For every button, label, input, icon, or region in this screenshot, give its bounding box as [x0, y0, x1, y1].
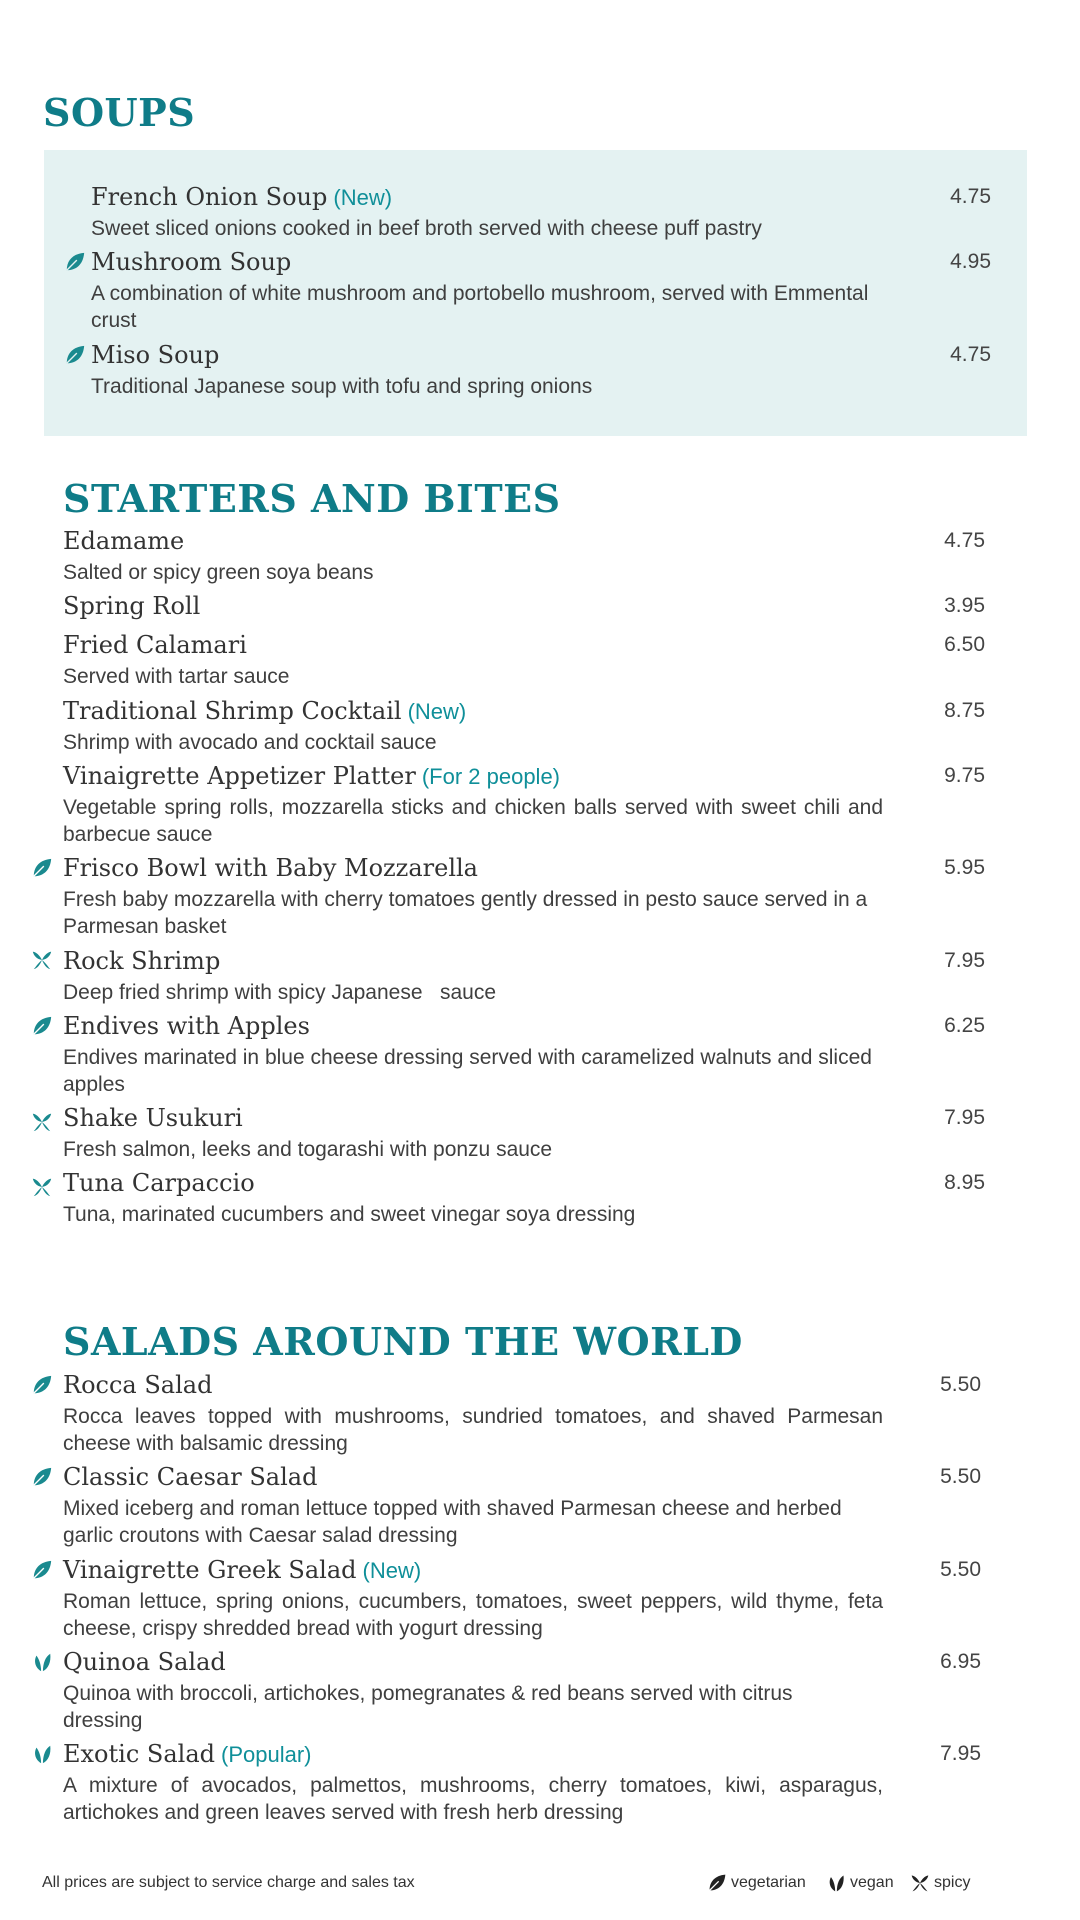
item-description: A combination of white mushroom and portobello mushroom, served with Emmental crust: [91, 282, 869, 332]
item-price: 6.95: [940, 1650, 981, 1673]
item-description: A mixture of avocados, palmettos, mushrooms, cherry tomatoes, kiwi, asparagus, artichokes and green leaves served with fresh herb dressing: [63, 1774, 883, 1824]
vegetarian-icon: [31, 1374, 53, 1396]
item-price: 4.95: [950, 250, 991, 273]
item-price: 3.95: [944, 594, 985, 617]
item-price: 6.50: [944, 633, 985, 656]
spicy-icon: [910, 1873, 930, 1893]
legend-spicy: [910, 1872, 970, 1894]
item-description: Salted or spicy green soya beans: [63, 561, 374, 584]
item-name: Shake Usukuri: [63, 1104, 243, 1132]
soups-title: SOUPS: [43, 90, 196, 135]
item-name: Quinoa Salad: [63, 1648, 226, 1676]
item-price: 9.75: [944, 764, 985, 787]
item-description: Fresh salmon, leeks and togarashi with ponzu sauce: [63, 1138, 553, 1161]
item-description: Rocca leaves topped with mushrooms, sundried tomatoes, and shaved Parmesan cheese with balsamic dressing: [63, 1405, 883, 1455]
item-name: Edamame: [63, 527, 185, 555]
item-description: Fresh baby mozzarella with cherry tomatoes gently dressed in pesto sauce served in a Parmesan basket: [63, 888, 868, 938]
item-name: Classic Caesar Salad: [63, 1463, 318, 1491]
item-name: Exotic Salad (Popular): [63, 1740, 312, 1768]
item-description: Mixed iceberg and roman lettuce topped with shaved Parmesan cheese and herbed garlic croutons with Caesar salad dressing: [63, 1497, 842, 1547]
item-note: (For 2 people): [421, 764, 561, 789]
item-name: Rock Shrimp: [63, 947, 221, 975]
item-description: Sweet sliced onions cooked in beef broth served with cheese puff pastry: [91, 217, 762, 240]
item-name: Fried Calamari: [63, 631, 247, 659]
item-name: Traditional Shrimp Cocktail (New): [63, 697, 467, 725]
item-description: Endives marinated in blue cheese dressing served with caramelized walnuts and sliced apples: [63, 1046, 872, 1096]
item-description: Vegetable spring rolls, mozzarella sticks and chicken balls served with sweet chili and barbecue sauce: [63, 796, 883, 846]
item-description: Quinoa with broccoli, artichokes, pomegranates & red beans served with citrus dressing: [63, 1682, 793, 1732]
item-name: Tuna Carpaccio: [63, 1169, 255, 1197]
vegan-icon: [826, 1873, 846, 1893]
item-price: 5.50: [940, 1558, 981, 1581]
legend-label: spicy: [934, 1874, 971, 1891]
spicy-icon: [31, 1111, 53, 1133]
item-description: Traditional Japanese soup with tofu and spring onions: [91, 375, 593, 398]
item-price: 7.95: [944, 1106, 985, 1129]
item-name: Frisco Bowl with Baby Mozzarella: [63, 854, 478, 882]
salads-title: SALADS AROUND THE WORLD: [63, 1319, 743, 1364]
spicy-icon: [31, 949, 53, 971]
item-price: 5.50: [940, 1373, 981, 1396]
item-description: Shrimp with avocado and cocktail sauce: [63, 731, 437, 754]
vegetarian-icon: [31, 857, 53, 879]
item-note: (Popular): [221, 1742, 312, 1767]
item-price: 7.95: [940, 1742, 981, 1765]
vegetarian-icon: [31, 1015, 53, 1037]
item-price: 5.50: [940, 1465, 981, 1488]
legend-label: vegan: [850, 1874, 894, 1891]
vegetarian-icon: [707, 1873, 727, 1893]
item-price: 7.95: [944, 949, 985, 972]
item-name: Vinaigrette Greek Salad (New): [63, 1556, 422, 1584]
item-description: Served with tartar sauce: [63, 665, 290, 688]
legend-vegan: [826, 1872, 894, 1894]
vegan-icon: [31, 1743, 53, 1765]
item-name: Vinaigrette Appetizer Platter (For 2 people): [63, 762, 561, 790]
spicy-icon: [31, 1176, 53, 1198]
item-name: French Onion Soup (New): [91, 183, 393, 211]
item-price: 8.95: [944, 1171, 985, 1194]
item-price: 8.75: [944, 699, 985, 722]
item-name: Endives with Apples: [63, 1012, 310, 1040]
item-price: 4.75: [950, 185, 991, 208]
item-note: (New): [407, 699, 467, 724]
vegetarian-icon: [31, 1466, 53, 1488]
item-description: Tuna, marinated cucumbers and sweet vinegar soya dressing: [63, 1203, 636, 1226]
item-price: 5.95: [944, 856, 985, 879]
legend-vegetarian: [707, 1872, 806, 1894]
item-price: 6.25: [944, 1014, 985, 1037]
vegetarian-icon: [31, 1559, 53, 1581]
vegetarian-icon: [64, 344, 86, 366]
item-name: Mushroom Soup: [91, 248, 292, 276]
vegan-icon: [31, 1651, 53, 1673]
item-name: Rocca Salad: [63, 1371, 213, 1399]
item-note: (New): [333, 185, 393, 210]
item-description: Deep fried shrimp with spicy Japanese sauce: [63, 981, 497, 1004]
vegetarian-icon: [64, 251, 86, 273]
footer-note: All prices are subject to service charge and sales tax: [42, 1874, 415, 1891]
item-name: Spring Roll: [63, 592, 201, 620]
legend-label: vegetarian: [731, 1874, 806, 1891]
item-description: Roman lettuce, spring onions, cucumbers, tomatoes, sweet peppers, wild thyme, feta cheese, crispy shredded bread with yogurt dressing: [63, 1590, 883, 1640]
item-name: Miso Soup: [91, 341, 220, 369]
item-note: (New): [362, 1558, 422, 1583]
item-price: 4.75: [944, 529, 985, 552]
starters-title: STARTERS AND BITES: [63, 476, 561, 521]
item-price: 4.75: [950, 343, 991, 366]
